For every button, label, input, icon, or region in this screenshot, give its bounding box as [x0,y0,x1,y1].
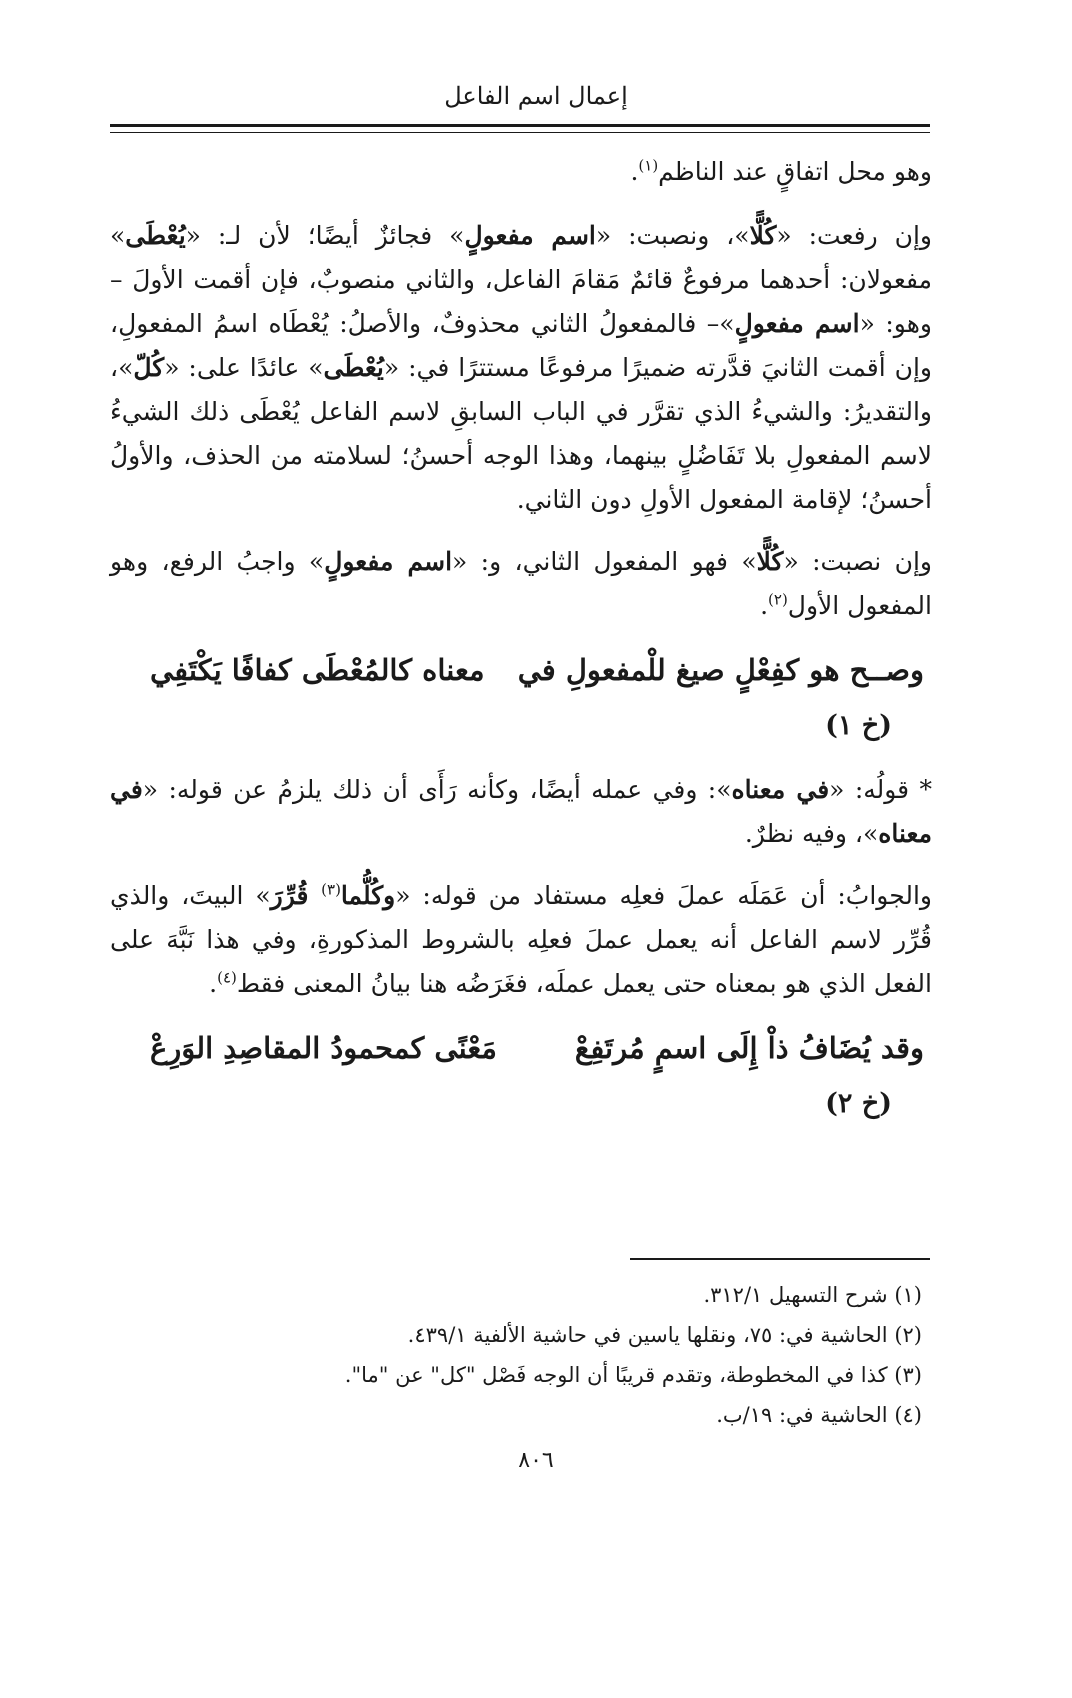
verse-1-first-hemistich: وصــح هو كفِعْلٍ صيغ للْمفعولِ في [517,653,924,687]
p2-bold-6: كُلّ [133,353,165,382]
p2-bold-4: اسم مفعولٍ [734,309,860,338]
p4-text-a: * قولُه: « [829,775,933,804]
footnote-ref-4: (٤) [217,968,237,987]
p3-text-a: وإن نصبت: « [783,547,932,576]
header-rule-thin [110,132,930,133]
verse-1-line [110,646,932,694]
p2-text-e: » مفعولان: أحدهما مرفوعٌ قائمٌ مَقامَ الفاعل، والثاني منصوبٌ، فإن أقمت الأولَ –وهو: « [110,221,932,338]
p2-bold-3: يُعْطَى [125,221,186,250]
p2-bold-5: يُعْطَى [323,353,384,382]
footnotes [110,1275,932,1435]
verse-1 [110,646,932,694]
main-text [110,150,932,1146]
footnote-3: (٣) كذا في المخطوطة، وتقدم قريبًا أن الوجه فَصْل "كل" عن "ما". [344,1363,922,1387]
paragraph-1 [110,150,932,194]
footnote-separator [630,1258,930,1260]
p2-text-a: وإن رفعت: « [776,221,932,250]
verse-2-first-hemistich: وقد يُضَافُ ذاْ إِلَى اسمٍ مُرتَفِعْ [574,1031,924,1065]
p4-bold-2: في معناه [110,775,932,848]
p3-end: . [760,591,769,620]
p3-bold-2: اسم مفعولٍ [324,547,453,576]
paragraph-2 [110,214,932,522]
p2-text-d: » فجائزٌ أيضًا؛ لأن لـ: « [185,221,465,250]
p5-end: . [209,969,218,998]
p2-text-f: »– فالمفعولُ الثاني محذوفٌ، والأصلُ: يُعْطَاه اسمُ المفعولِ، وإن أقمت الثانيَ قدَّرته ضميرًا مرفوعًا مستترًا في: « [110,309,932,382]
verse-2-second-hemistich: مَعْنًى كمحمودُ المقاصِدِ الوَرِعْ [150,1031,497,1065]
paragraph-5 [110,874,932,1006]
p5-text-c: » البيتَ، والذي قُرِّر لاسم الفاعل أنه يعمل عملَ فعلِه بالشروط المذكورةِ، وفي هذا نَبَّهَ على الفعل الذي هو بمعناه حتى يعمل عملَه، فغَرَضُه هنا بيانُ المعنى فقط [110,881,932,998]
verse-2-line [110,1024,932,1072]
p5-bold-1: وكُلُّما [340,881,396,910]
footnote-ref-1: (١) [638,156,659,175]
p2-text-c: »، ونصبت: « [595,221,750,250]
p4-text-d: »، وفيه نظرٌ. [744,819,879,848]
verse-1-second-hemistich: معناه كالمُعْطَى كفافًا يَكْتَفِي [150,653,485,687]
p2-bold-1: كُلًّا [749,221,777,250]
p3-text-d: » واجبُ الرفع، وهو المفعول الأول [110,547,932,620]
p2-text-g: » عائدًا على: « [164,353,324,382]
running-header: إعمال اسم الفاعل [444,82,628,110]
p2-text-h: »، والتقديرُ: والشيءُ الذي تقرَّر في الباب السابقِ لاسم الفاعل يُعْطَى ذلك الشيءُ لاسم المفعولِ بلا تَفَاضُلٍ بينهما، وهذا الوجه أحسنُ؛ لسلامته من الحذف، والأولُ أحسنُ؛ لإقامة المفعول الأولِ دون الثاني. [110,353,932,514]
p3-text-c: » فهو المفعول الثاني، و: « [452,547,757,576]
footnote-ref-3: (٣) [321,880,341,899]
footnote-2: (٢) الحاشية في: ٧٥، ونقلها ياسين في حاشية الألفية ٤٣٩/١. [407,1323,922,1347]
header-rule-thick [110,124,930,127]
paragraph-4 [110,768,932,856]
page-number: ٨٠٦ [518,1448,554,1473]
footnote-4: (٤) الحاشية في: ١٩/ب. [716,1403,922,1427]
paragraph-3 [110,540,932,628]
verse-2-manuscript-tag: (خ ٢) [825,1088,892,1119]
footnote-ref-2: (٢) [768,590,788,609]
p3-bold-1: كُلًّا [756,547,784,576]
p4-text-c: »: وفي عمله أيضًا، وكأنه رَأَى أن ذلك يلزمُ عن قوله: « [142,775,732,804]
p1-end: . [630,157,639,186]
verse-2 [110,1024,932,1072]
verse-1-manuscript-tag: (خ ١) [825,710,892,741]
p5-bold-2: قُرِّرَ [270,881,322,910]
p2-bold-2: اسم مفعولٍ [464,221,596,250]
p4-bold-1: في معناه [731,775,830,804]
p1-text: وهو محل اتفاقٍ عند الناظم [658,157,932,186]
p5-text-a: والجوابُ: أن عَمَلَه عملَ فعلِه مستفاد من قوله: « [395,881,932,910]
footnote-1: (١) شرح التسهيل ٣١٢/١. [703,1283,922,1307]
